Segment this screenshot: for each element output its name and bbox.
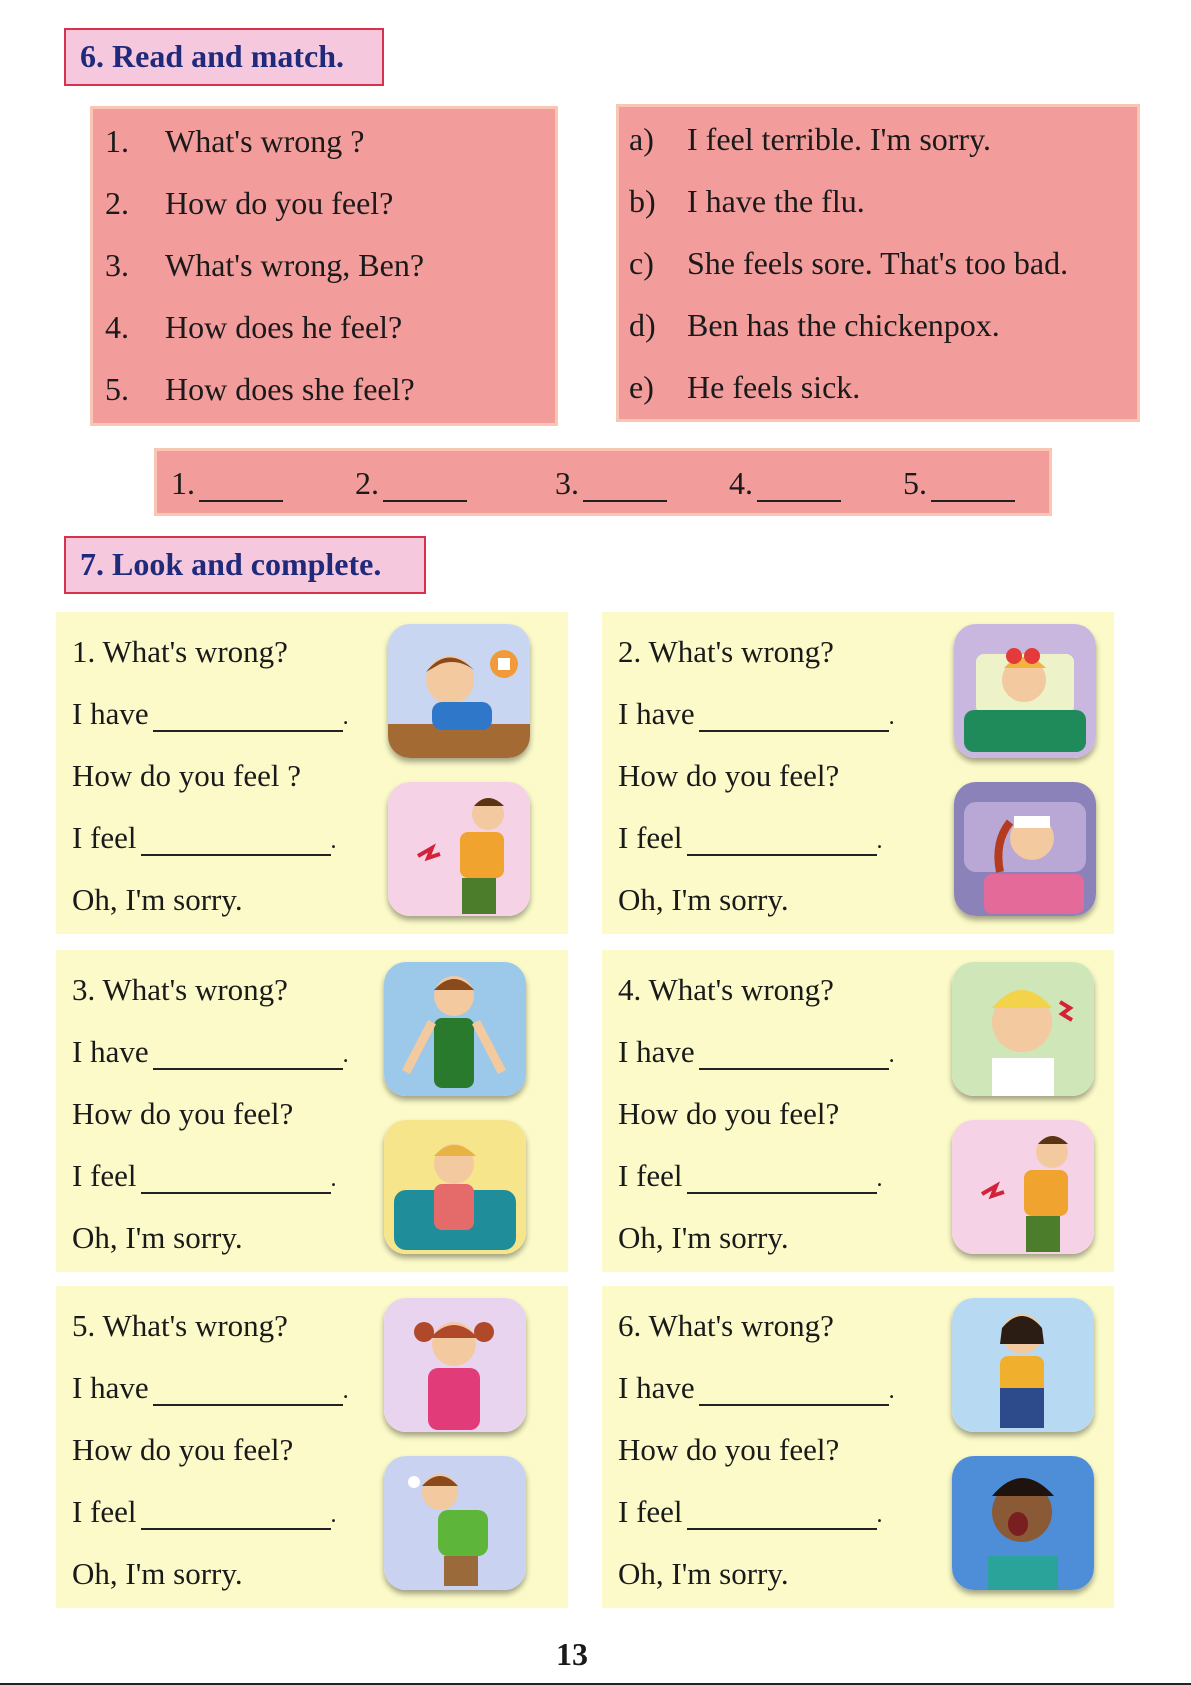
card-feel-question: How do you feel? bbox=[618, 758, 840, 793]
card-question: 4. What's wrong? bbox=[618, 972, 834, 1007]
exercise-card-5 bbox=[56, 1286, 568, 1608]
answers-box: a) I feel terrible. I'm sorry. b) I have the flu. c) She feels sore. That's too bad. d) Ben has the chickenpox. e) He feels sick. bbox=[616, 104, 1140, 422]
card-have-line[interactable]: I have . bbox=[618, 1370, 895, 1405]
card-feel-line[interactable]: I feel . bbox=[618, 1158, 883, 1193]
exercise-card-1 bbox=[56, 612, 568, 934]
answer-blank-1[interactable]: 1. bbox=[171, 465, 283, 502]
card-question: 2. What's wrong? bbox=[618, 634, 834, 669]
section-6-title: 6. Read and match. bbox=[64, 28, 384, 86]
card-sorry-line: Oh, I'm sorry. bbox=[72, 1220, 243, 1255]
card-question: 1. What's wrong? bbox=[72, 634, 288, 669]
exercise-card-4 bbox=[602, 950, 1114, 1272]
girl-sick-in-bed-icon bbox=[954, 782, 1096, 916]
card-feel-line[interactable]: I feel . bbox=[72, 1494, 337, 1529]
card-sorry-line: Oh, I'm sorry. bbox=[72, 1556, 243, 1591]
card-feel-line[interactable]: I feel . bbox=[72, 820, 337, 855]
card-feel-line[interactable]: I feel . bbox=[618, 820, 883, 855]
card-feel-question: How do you feel? bbox=[72, 1432, 294, 1467]
girl-headache-on-sofa-icon bbox=[384, 1120, 526, 1254]
card-sorry-line: Oh, I'm sorry. bbox=[72, 882, 243, 917]
exercise-card-6 bbox=[602, 1286, 1114, 1608]
card-sorry-line: Oh, I'm sorry. bbox=[618, 1220, 789, 1255]
crying-girl-icon bbox=[384, 1298, 526, 1432]
answer-blank-4[interactable]: 4. bbox=[729, 465, 841, 502]
card-question: 6. What's wrong? bbox=[618, 1308, 834, 1343]
answer-blank-3[interactable]: 3. bbox=[555, 465, 667, 502]
answer-line-box bbox=[154, 448, 1052, 516]
section-7-title: 7. Look and complete. bbox=[64, 536, 426, 594]
yawning-boy-icon bbox=[952, 1456, 1094, 1590]
toothache-boy-icon bbox=[388, 624, 530, 758]
sneezing-boy-icon bbox=[384, 1456, 526, 1590]
sore-back-boy-icon bbox=[388, 782, 530, 916]
card-feel-question: How do you feel ? bbox=[72, 758, 301, 793]
card-feel-line[interactable]: I feel . bbox=[72, 1158, 337, 1193]
card-feel-line[interactable]: I feel . bbox=[618, 1494, 883, 1529]
stomachache-girl-icon bbox=[952, 1298, 1094, 1432]
girl-in-bed-icon bbox=[954, 624, 1096, 758]
card-question: 5. What's wrong? bbox=[72, 1308, 288, 1343]
sore-back-boy-icon bbox=[952, 1120, 1094, 1254]
card-have-line[interactable]: I have . bbox=[72, 696, 349, 731]
card-question: 3. What's wrong? bbox=[72, 972, 288, 1007]
answer-blank-5[interactable]: 5. bbox=[903, 465, 1015, 502]
card-have-line[interactable]: I have . bbox=[618, 1034, 895, 1069]
card-feel-question: How do you feel? bbox=[618, 1096, 840, 1131]
card-sorry-line: Oh, I'm sorry. bbox=[618, 882, 789, 917]
exercise-card-3 bbox=[56, 950, 568, 1272]
card-feel-question: How do you feel? bbox=[72, 1096, 294, 1131]
exercise-card-2 bbox=[602, 612, 1114, 934]
card-sorry-line: Oh, I'm sorry. bbox=[618, 1556, 789, 1591]
card-have-line[interactable]: I have . bbox=[618, 696, 895, 731]
card-have-line[interactable]: I have . bbox=[72, 1034, 349, 1069]
answer-blank-2[interactable]: 2. bbox=[355, 465, 467, 502]
tired-boy-icon bbox=[384, 962, 526, 1096]
card-feel-question: How do you feel? bbox=[618, 1432, 840, 1467]
page-number: 13 bbox=[556, 1636, 588, 1672]
earache-boy-icon bbox=[952, 962, 1094, 1096]
questions-box: 1. What's wrong ? 2. How do you feel? 3. What's wrong, Ben? 4. How does he feel? 5. How does she feel? bbox=[90, 106, 558, 426]
card-have-line[interactable]: I have . bbox=[72, 1370, 349, 1405]
